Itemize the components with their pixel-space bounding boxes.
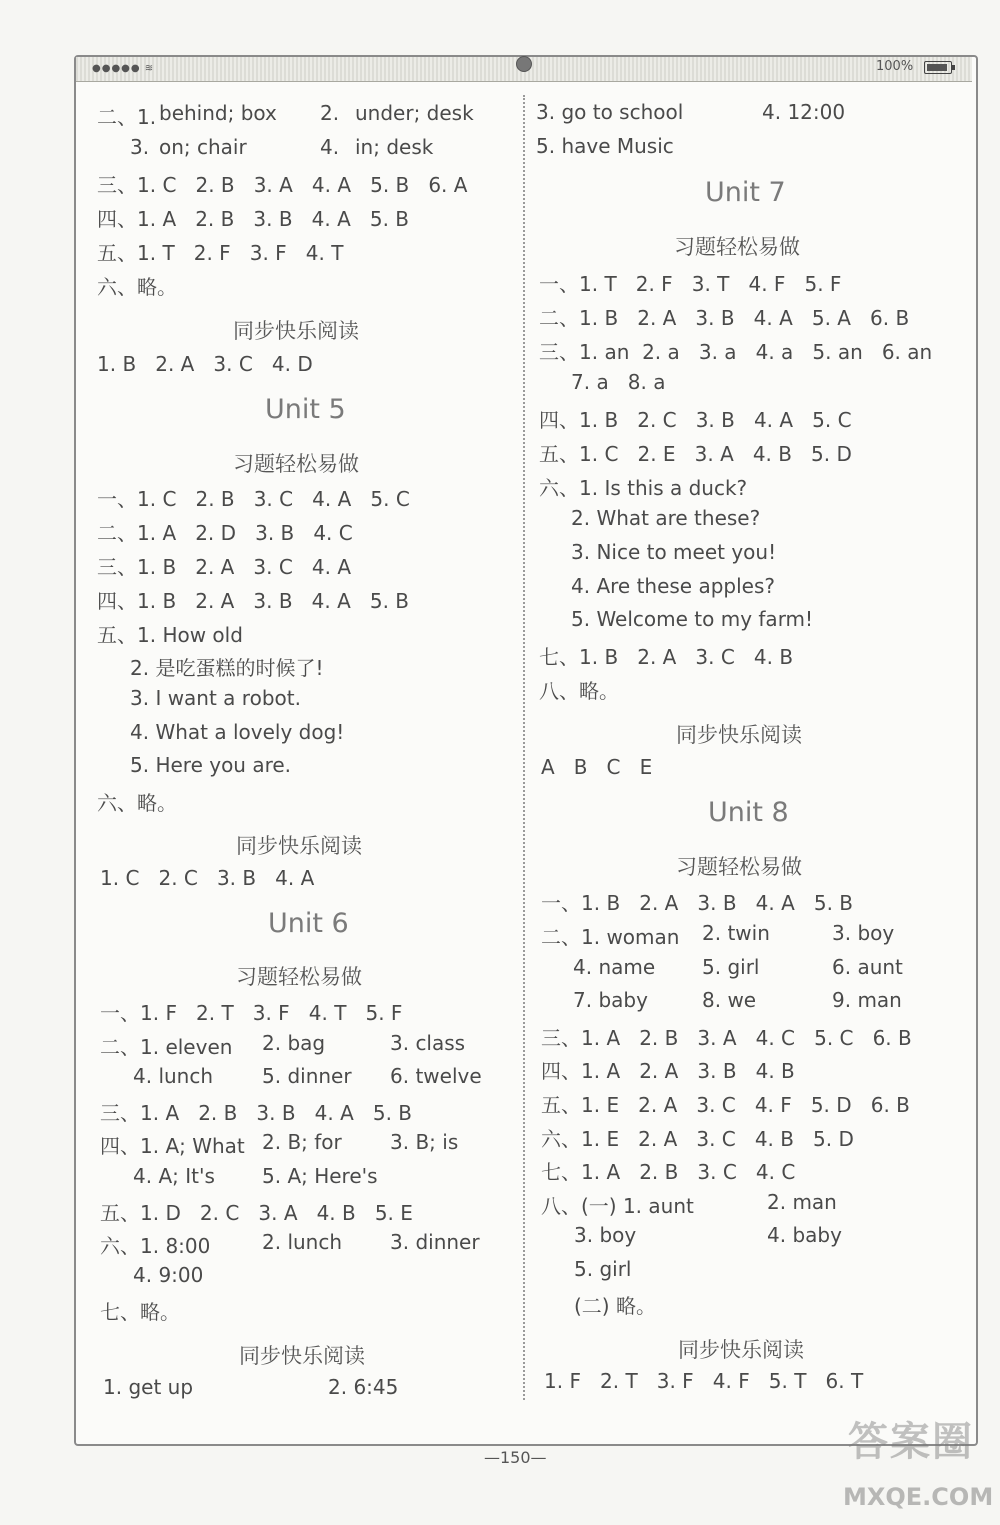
unit-heading: Unit 7 — [705, 177, 786, 208]
answer-line: 一、1. T 2. F 3. T 4. F 5. F — [539, 272, 842, 296]
unit-heading: Unit 5 — [265, 394, 346, 425]
answer-line: 三、1. an 2. a 3. a 4. a 5. an 6. an — [539, 340, 933, 364]
answer-line: 6. aunt — [832, 955, 903, 979]
answer-line: 七、略。 — [100, 1300, 180, 1324]
answer-line: 2. man — [767, 1190, 837, 1214]
section-heading: 同步快乐阅读 — [236, 834, 362, 858]
answer-line: 1. B 2. A 3. C 4. D — [97, 352, 313, 376]
answer-line: 5. girl — [574, 1257, 632, 1281]
answer-line: in; desk — [355, 135, 434, 159]
answer-line: 3. Nice to meet you! — [571, 540, 777, 564]
answer-line: 2. 是吃蛋糕的时候了! — [130, 656, 324, 680]
answer-line: behind; box — [159, 101, 277, 125]
answer-line: 二、1. A 2. D 3. B 4. C — [97, 521, 353, 545]
answer-line: 4. Are these apples? — [571, 574, 776, 598]
answer-line: 2. twin — [702, 921, 770, 945]
answer-line: 6. twelve — [390, 1064, 482, 1088]
answer-line: 5. Welcome to my farm! — [571, 607, 814, 631]
answer-line: 八、略。 — [539, 679, 619, 703]
camera-icon — [516, 56, 532, 72]
answer-line: 7. a 8. a — [571, 370, 666, 394]
answer-line: 三、1. A 2. B 3. A 4. C 5. C 6. B — [541, 1026, 912, 1050]
answer-line: 八、(一) 1. aunt — [541, 1194, 694, 1218]
answer-line: 六、1. E 2. A 3. C 4. B 5. D — [541, 1127, 854, 1151]
answer-line: 一、1. F 2. T 3. F 4. T 5. F — [100, 1001, 403, 1025]
answer-line: 3. go to school — [536, 100, 684, 124]
answer-line: 一、1. C 2. B 3. C 4. A 5. C — [97, 487, 410, 511]
column-divider — [523, 95, 525, 1400]
answer-line: 1. get up — [103, 1375, 194, 1399]
answer-line: 4. lunch — [133, 1064, 214, 1088]
watermark-url: MXQE.COM — [843, 1483, 994, 1511]
answer-line: 二、1. eleven — [100, 1035, 233, 1059]
section-heading: 同步快乐阅读 — [678, 1338, 804, 1362]
answer-line: 四、1. A 2. A 3. B 4. B — [541, 1059, 795, 1083]
answer-line: on; chair — [159, 135, 247, 159]
page-number: —150— — [484, 1448, 547, 1467]
answer-line: 六、1. 8:00 — [100, 1234, 211, 1258]
answer-line: 2. B; for — [262, 1130, 342, 1154]
answer-line: 五、1. E 2. A 3. C 4. F 5. D 6. B — [541, 1093, 910, 1117]
answer-line: 四、1. B 2. C 3. B 4. A 5. C — [539, 408, 852, 432]
answer-line: 7. baby — [573, 988, 648, 1012]
answer-line: 七、1. B 2. A 3. C 4. B — [539, 645, 794, 669]
answer-line: 六、略。 — [97, 791, 177, 815]
answer-line: 4. baby — [767, 1223, 842, 1247]
answer-line: 3. B; is — [390, 1130, 459, 1154]
answer-line: 1. F 2. T 3. F 4. F 5. T 6. T — [544, 1369, 864, 1393]
section-heading: 习题轻松易做 — [233, 452, 359, 476]
answer-line: 四、1. B 2. A 3. B 4. A 5. B — [97, 589, 410, 613]
battery-percent: 100% — [876, 59, 914, 74]
answer-line: 4. 9:00 — [133, 1263, 204, 1287]
answer-line: A B C E — [541, 755, 653, 779]
answer-line: 2. What are these? — [571, 506, 761, 530]
unit-heading: Unit 8 — [708, 797, 789, 828]
answer-line: 3. — [130, 135, 150, 159]
answer-line: 四、1. A; What — [100, 1134, 245, 1158]
answer-line: 一、1. B 2. A 3. B 4. A 5. B — [541, 891, 854, 915]
answer-line: 七、1. A 2. B 3. C 4. C — [541, 1160, 796, 1184]
section-heading: 同步快乐阅读 — [233, 319, 359, 343]
answer-line: 4. A; It's — [133, 1164, 215, 1188]
section-heading: 同步快乐阅读 — [676, 723, 802, 747]
answer-line: 5. Here you are. — [130, 753, 292, 777]
answer-line: 三、1. C 2. B 3. A 4. A 5. B 6. A — [97, 173, 468, 197]
answer-line: 2. bag — [262, 1031, 326, 1055]
answer-line: 5. girl — [702, 955, 760, 979]
section-heading: 习题轻松易做 — [236, 965, 362, 989]
answer-line: 三、1. A 2. B 3. B 4. A 5. B — [100, 1101, 413, 1125]
answer-line: 2. 6:45 — [328, 1375, 399, 1399]
answer-line: 5. have Music — [536, 134, 674, 158]
battery-icon — [924, 61, 952, 74]
answer-line: 3. class — [390, 1031, 466, 1055]
answer-line: 3. boy — [574, 1223, 637, 1247]
answer-line: 3. dinner — [390, 1230, 480, 1254]
answer-line: 4. 12:00 — [762, 100, 846, 124]
answer-line: 五、1. How old — [97, 623, 243, 647]
answer-line: (二) 略。 — [574, 1294, 656, 1318]
answer-line: 3. I want a robot. — [130, 686, 301, 710]
signal-icon: ●●●●● ≋ — [92, 63, 155, 74]
watermark-logo: 答案圈 — [848, 1419, 974, 1465]
section-heading: 习题轻松易做 — [674, 235, 800, 259]
section-heading: 习题轻松易做 — [676, 855, 802, 879]
answer-line: 四、1. A 2. B 3. B 4. A 5. B — [97, 207, 410, 231]
answer-line: 三、1. B 2. A 3. C 4. A — [97, 555, 352, 579]
answer-line: 五、1. T 2. F 3. F 4. T — [97, 241, 344, 265]
answer-line: 二、1. — [97, 105, 157, 129]
answer-line: 4. — [320, 135, 340, 159]
answer-line: 五、1. D 2. C 3. A 4. B 5. E — [100, 1201, 413, 1225]
answer-line: 1. C 2. C 3. B 4. A — [100, 866, 315, 890]
answer-line: 5. A; Here's — [262, 1164, 378, 1188]
answer-line: 4. What a lovely dog! — [130, 720, 345, 744]
answer-line: 六、略。 — [97, 275, 177, 299]
answer-line: 3. boy — [832, 921, 895, 945]
answer-line: 8. we — [702, 988, 757, 1012]
unit-heading: Unit 6 — [268, 908, 349, 939]
answer-line: 5. dinner — [262, 1064, 352, 1088]
answer-line: 2. — [320, 101, 340, 125]
section-heading: 同步快乐阅读 — [239, 1344, 365, 1368]
answer-line: 二、1. woman — [541, 925, 680, 949]
answer-line: 五、1. C 2. E 3. A 4. B 5. D — [539, 442, 852, 466]
answer-line: 二、1. B 2. A 3. B 4. A 5. A 6. B — [539, 306, 910, 330]
answer-line: 六、1. Is this a duck? — [539, 476, 748, 500]
answer-line: under; desk — [355, 101, 474, 125]
answer-line: 2. lunch — [262, 1230, 343, 1254]
answer-line: 9. man — [832, 988, 902, 1012]
answer-line: 4. name — [573, 955, 656, 979]
